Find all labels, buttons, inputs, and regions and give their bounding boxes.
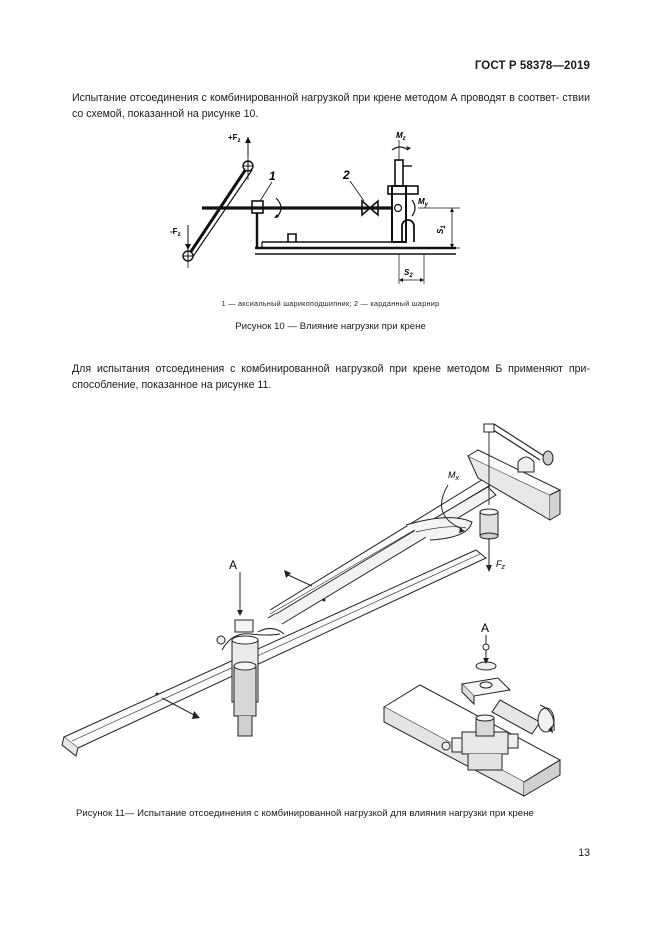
figure-11-caption: Рисунок 11— Испытание отсоединения с комбинированной нагрузкой для влияния нагрузки при крене: [76, 808, 534, 819]
label-s1-sub: 1: [441, 225, 447, 229]
figure-11-illustration: [0, 400, 661, 800]
label-my: M: [418, 197, 425, 206]
label-fz-plus-sub: z: [237, 138, 241, 144]
label-mz-sub: z: [402, 136, 406, 142]
label-fz: F: [496, 559, 502, 569]
figure-10-diagram: [0, 0, 661, 300]
label-fz-plus: +F: [228, 133, 238, 142]
svg-text:S2: [404, 268, 413, 279]
label-s2-sub: 2: [409, 273, 413, 279]
label-number-1: 1: [269, 169, 276, 183]
paragraph-method-a: Испытание отсоединения с комбинированной нагрузкой при крене методом А проводят в соответ- ствии со схемой, показанной на рисунке 10.: [72, 92, 590, 120]
label-s1: S: [436, 228, 445, 234]
figure-10-caption: Рисунок 10 — Влияние нагрузки при крене: [235, 321, 426, 332]
label-my-sub: y: [424, 202, 429, 208]
label-fz-minus: -F: [170, 227, 178, 236]
svg-text:My: [418, 197, 429, 208]
label-mx-sub: x: [455, 475, 459, 482]
svg-text:Mx: [448, 470, 460, 482]
label-number-2: 2: [343, 168, 350, 182]
label-a-left: A: [229, 558, 238, 572]
label-fz-minus-sub: z: [177, 232, 181, 238]
svg-text:S1: [436, 225, 447, 234]
label-s2: S: [404, 268, 410, 277]
label-mz: M: [396, 131, 403, 140]
label-mx: M: [448, 470, 456, 480]
figure-10-legend: 1 — аксиальный шарикоподшипник; 2 — карданный шарнир: [221, 299, 440, 308]
document-header: ГОСТ Р 58378—2019: [474, 60, 590, 72]
svg-text:Mz: [396, 131, 406, 142]
page-number: 13: [578, 847, 590, 859]
label-a-right: A: [481, 621, 490, 635]
label-fz-sub: z: [501, 564, 505, 571]
svg-text:+Fz: [228, 133, 241, 144]
svg-text:Fz: [496, 559, 506, 571]
svg-text:-Fz: [170, 227, 181, 238]
paragraph-method-b: Для испытания отсоединения с комбинированной нагрузкой при крене методом Б применяют при- способление, показанное на рисунке 11.: [72, 363, 590, 391]
